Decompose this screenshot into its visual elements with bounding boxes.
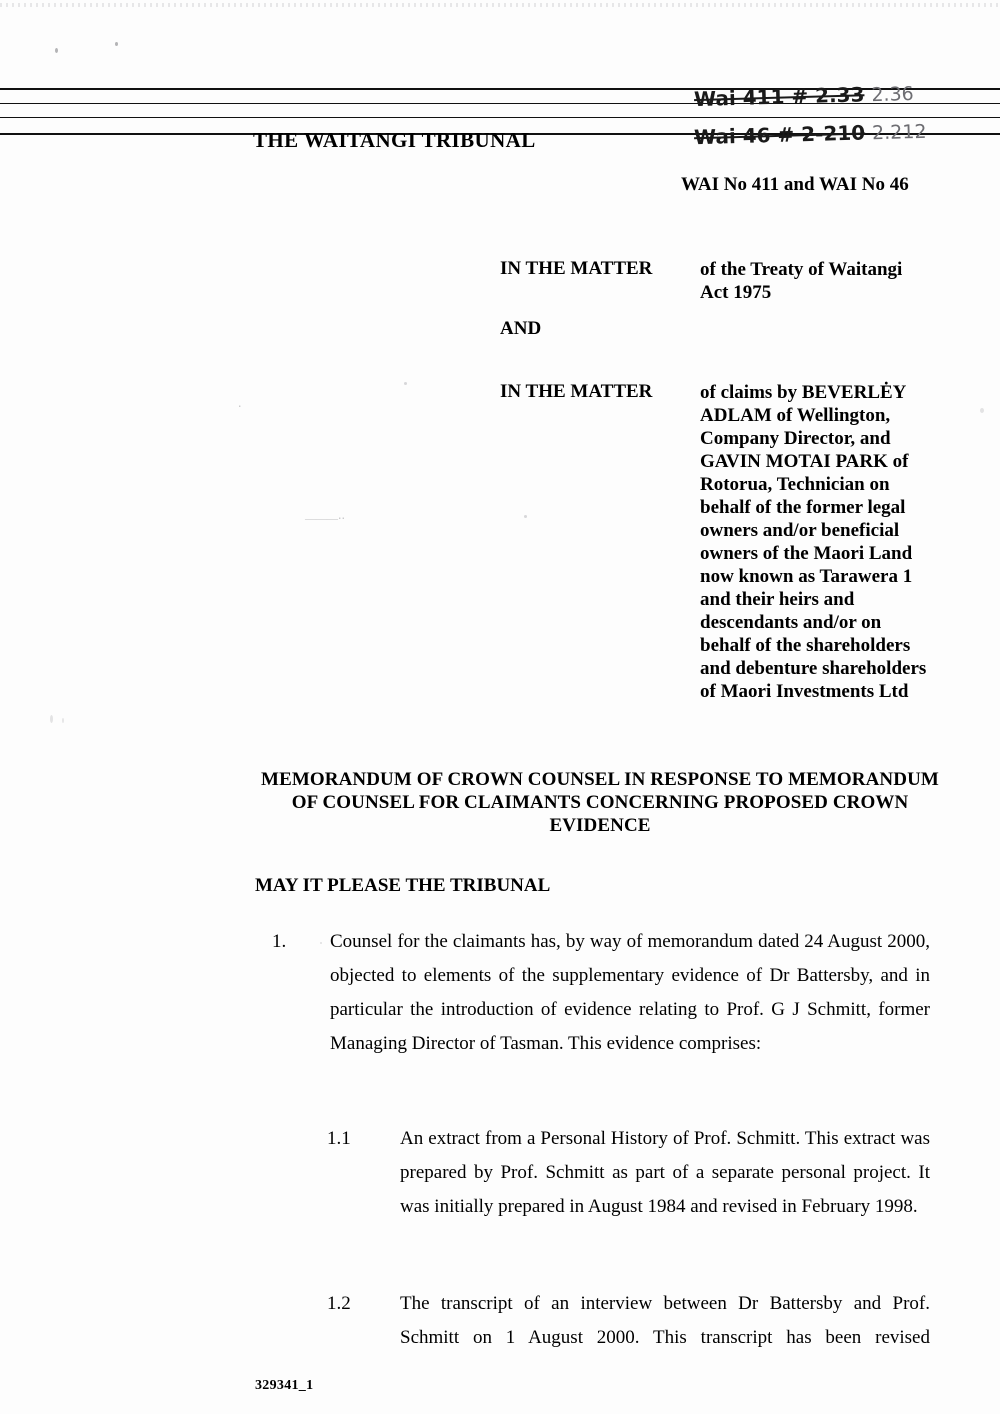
scan-smudge: ———​⋅⋅ [305,513,345,525]
scan-speck [404,382,407,385]
paragraph-number: 1.1 [327,1128,351,1149]
paragraph-1-1 [327,1122,930,1224]
paragraph-text: Counsel for the claimants has, by way of memorandum dated 24 August 2000, objected to elements of the supplementary evidence of Dr Battersby, and in particular the introduction of evidence relating to Prof. G J Schmitt, former Managing Director of Tasman. This evidence comprises: [330,931,930,1054]
tribunal-title: THE WAITANGI TRIBUNAL [253,128,536,152]
handwritten-reference-revised-2: 2.212 [871,120,927,145]
handwritten-reference-struck-1: Wai 411 # 2.33 [693,82,865,112]
scan-noise-strip [0,3,1000,7]
scan-speck [115,42,118,46]
scan-smudge: ⋅ [238,401,242,413]
footer-reference: 329341_1 [255,1378,314,1393]
scan-speck [62,718,64,723]
scan-speck [55,48,58,53]
matter-body: of claims by BEVERLĖY ADLAM of Wellington, Company Director, and GAVIN MOTAI PARK of Rotorua, Technician on behalf of the former legal owners and/or beneficial owners of the Maori Land now known as Tarawera 1 and their heirs and descendants and/or on behalf of the shareholders and debenture shareholders of Maori Investments Ltd [700,382,927,702]
handwritten-reference-line-2 [694,119,927,149]
matter-conjunction: AND [500,318,542,339]
case-number: WAI No 411 and WAI No 46 [681,174,909,195]
matter-body: of the Treaty of Waitangi Act 1975 [700,259,903,303]
header-rule-3 [0,117,1000,118]
matter-label: IN THE MATTER [500,381,653,402]
matter-block-claims [500,381,932,703]
handwritten-reference-revised-1: 2.36 [871,82,915,107]
paragraph-1-2 [327,1287,930,1389]
salutation-heading: MAY IT PLEASE THE TRIBUNAL [255,875,551,896]
paragraph-text: An extract from a Personal History of Prof. Schmitt. This extract was prepared by Prof. Schmitt as part of a separate personal project. It was initially prepared in August 1984 and revised in February 1998. [400,1128,930,1217]
scan-speck [980,408,984,413]
handwritten-reference-struck-2: Wai 46 # 2-210 [693,120,866,150]
paragraph-number: 1. [272,931,287,952]
matter-label: IN THE MATTER [500,258,653,279]
scan-speck [50,715,53,723]
paragraph-text: The transcript of an interview between Dr Battersby and Prof. Schmitt on 1 August 2000. This transcript has been revised [400,1293,930,1348]
matter-block-treaty [500,258,932,304]
paragraph-number: 1.2 [327,1293,351,1314]
handwritten-reference-line-1 [694,81,914,111]
document-title: MEMORANDUM OF CROWN COUNSEL IN RESPONSE TO MEMORANDUM OF COUNSEL FOR CLAIMANTS CONCERNING PROPOSED CROWN EVIDENCE [261,769,939,836]
paragraph-1 [272,925,930,1061]
